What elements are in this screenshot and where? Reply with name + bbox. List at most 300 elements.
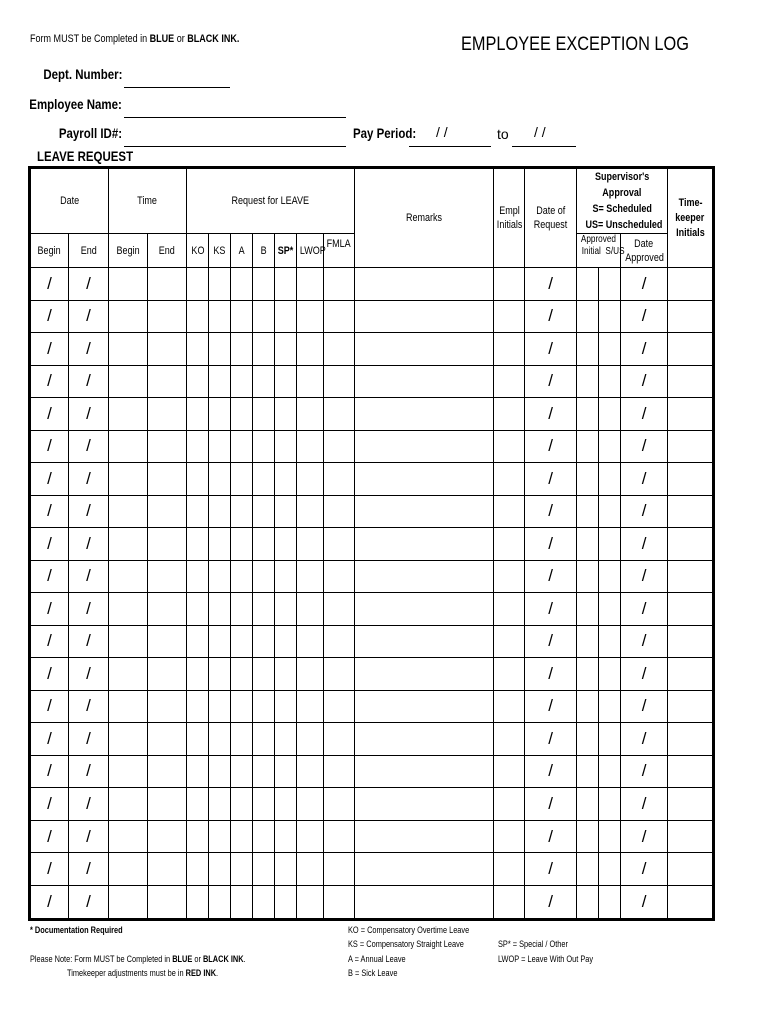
- time-end-cell[interactable]: [148, 853, 187, 886]
- a-cell[interactable]: [231, 788, 253, 821]
- empl-initials-cell[interactable]: [494, 398, 525, 431]
- date-end-cell[interactable]: [69, 398, 109, 431]
- ko-cell[interactable]: [187, 430, 209, 463]
- ks-cell[interactable]: [209, 365, 231, 398]
- date-begin-cell[interactable]: [30, 788, 69, 821]
- date-begin-cell[interactable]: [30, 365, 69, 398]
- approved-sus-cell[interactable]: [599, 755, 621, 788]
- empl-initials-cell[interactable]: [494, 430, 525, 463]
- approved-initial-cell[interactable]: [577, 430, 599, 463]
- time-begin-cell[interactable]: [109, 300, 148, 333]
- ks-cell[interactable]: [209, 788, 231, 821]
- b-cell[interactable]: [253, 658, 275, 691]
- a-cell[interactable]: [231, 528, 253, 561]
- date-of-request-cell[interactable]: [525, 463, 577, 496]
- ks-cell[interactable]: [209, 658, 231, 691]
- time-end-cell[interactable]: [148, 398, 187, 431]
- employee-name-field[interactable]: [124, 117, 346, 118]
- remarks-cell[interactable]: [355, 268, 494, 301]
- approved-sus-cell[interactable]: [599, 690, 621, 723]
- fmla-cell[interactable]: [324, 853, 355, 886]
- time-end-cell[interactable]: [148, 788, 187, 821]
- fmla-cell[interactable]: [324, 658, 355, 691]
- fmla-cell[interactable]: [324, 495, 355, 528]
- approved-initial-cell[interactable]: [577, 528, 599, 561]
- empl-initials-cell[interactable]: [494, 885, 525, 919]
- date-end-cell[interactable]: [69, 593, 109, 626]
- fmla-cell[interactable]: [324, 723, 355, 756]
- remarks-cell[interactable]: [355, 755, 494, 788]
- ks-cell[interactable]: [209, 398, 231, 431]
- sp-cell[interactable]: [275, 820, 297, 853]
- timekeeper-initials-cell[interactable]: [668, 853, 714, 886]
- lwop-cell[interactable]: [297, 788, 324, 821]
- date-approved-cell[interactable]: [621, 788, 668, 821]
- a-cell[interactable]: [231, 430, 253, 463]
- ks-cell[interactable]: [209, 300, 231, 333]
- approved-sus-cell[interactable]: [599, 398, 621, 431]
- lwop-cell[interactable]: [297, 658, 324, 691]
- a-cell[interactable]: [231, 885, 253, 919]
- time-begin-cell[interactable]: [109, 658, 148, 691]
- sp-cell[interactable]: [275, 430, 297, 463]
- date-end-cell[interactable]: [69, 853, 109, 886]
- date-of-request-cell[interactable]: [525, 398, 577, 431]
- time-end-cell[interactable]: [148, 268, 187, 301]
- sp-cell[interactable]: [275, 658, 297, 691]
- time-begin-cell[interactable]: [109, 365, 148, 398]
- b-cell[interactable]: [253, 463, 275, 496]
- approved-initial-cell[interactable]: [577, 690, 599, 723]
- time-begin-cell[interactable]: [109, 690, 148, 723]
- time-end-cell[interactable]: [148, 690, 187, 723]
- date-approved-cell[interactable]: [621, 365, 668, 398]
- time-end-cell[interactable]: [148, 755, 187, 788]
- a-cell[interactable]: [231, 658, 253, 691]
- lwop-cell[interactable]: [297, 755, 324, 788]
- date-approved-cell[interactable]: [621, 625, 668, 658]
- b-cell[interactable]: [253, 885, 275, 919]
- remarks-cell[interactable]: [355, 820, 494, 853]
- date-begin-cell[interactable]: [30, 430, 69, 463]
- date-of-request-cell[interactable]: [525, 723, 577, 756]
- date-approved-cell[interactable]: [621, 430, 668, 463]
- date-approved-cell[interactable]: [621, 300, 668, 333]
- dept-number-field[interactable]: [124, 87, 230, 88]
- timekeeper-initials-cell[interactable]: [668, 528, 714, 561]
- timekeeper-initials-cell[interactable]: [668, 690, 714, 723]
- date-begin-cell[interactable]: [30, 690, 69, 723]
- approved-sus-cell[interactable]: [599, 463, 621, 496]
- date-begin-cell[interactable]: [30, 625, 69, 658]
- ko-cell[interactable]: [187, 755, 209, 788]
- date-begin-cell[interactable]: [30, 560, 69, 593]
- date-of-request-cell[interactable]: [525, 755, 577, 788]
- ko-cell[interactable]: [187, 723, 209, 756]
- fmla-cell[interactable]: [324, 560, 355, 593]
- time-begin-cell[interactable]: [109, 268, 148, 301]
- time-begin-cell[interactable]: [109, 755, 148, 788]
- remarks-cell[interactable]: [355, 365, 494, 398]
- date-begin-cell[interactable]: [30, 268, 69, 301]
- date-begin-cell[interactable]: [30, 495, 69, 528]
- remarks-cell[interactable]: [355, 853, 494, 886]
- lwop-cell[interactable]: [297, 690, 324, 723]
- ko-cell[interactable]: [187, 463, 209, 496]
- time-begin-cell[interactable]: [109, 723, 148, 756]
- date-approved-cell[interactable]: [621, 755, 668, 788]
- approved-sus-cell[interactable]: [599, 365, 621, 398]
- date-end-cell[interactable]: [69, 755, 109, 788]
- sp-cell[interactable]: [275, 593, 297, 626]
- date-begin-cell[interactable]: [30, 820, 69, 853]
- remarks-cell[interactable]: [355, 658, 494, 691]
- ks-cell[interactable]: [209, 430, 231, 463]
- ks-cell[interactable]: [209, 853, 231, 886]
- b-cell[interactable]: [253, 755, 275, 788]
- approved-sus-cell[interactable]: [599, 528, 621, 561]
- approved-sus-cell[interactable]: [599, 430, 621, 463]
- date-end-cell[interactable]: [69, 723, 109, 756]
- a-cell[interactable]: [231, 333, 253, 366]
- ks-cell[interactable]: [209, 885, 231, 919]
- remarks-cell[interactable]: [355, 723, 494, 756]
- a-cell[interactable]: [231, 690, 253, 723]
- approved-initial-cell[interactable]: [577, 495, 599, 528]
- date-of-request-cell[interactable]: [525, 885, 577, 919]
- date-approved-cell[interactable]: [621, 853, 668, 886]
- b-cell[interactable]: [253, 333, 275, 366]
- timekeeper-initials-cell[interactable]: [668, 560, 714, 593]
- ks-cell[interactable]: [209, 268, 231, 301]
- lwop-cell[interactable]: [297, 820, 324, 853]
- a-cell[interactable]: [231, 593, 253, 626]
- date-of-request-cell[interactable]: [525, 593, 577, 626]
- timekeeper-initials-cell[interactable]: [668, 398, 714, 431]
- approved-initial-cell[interactable]: [577, 625, 599, 658]
- date-of-request-cell[interactable]: [525, 430, 577, 463]
- empl-initials-cell[interactable]: [494, 853, 525, 886]
- a-cell[interactable]: [231, 755, 253, 788]
- b-cell[interactable]: [253, 560, 275, 593]
- lwop-cell[interactable]: [297, 365, 324, 398]
- ko-cell[interactable]: [187, 300, 209, 333]
- approved-initial-cell[interactable]: [577, 268, 599, 301]
- time-end-cell[interactable]: [148, 723, 187, 756]
- ks-cell[interactable]: [209, 560, 231, 593]
- date-end-cell[interactable]: [69, 365, 109, 398]
- approved-initial-cell[interactable]: [577, 788, 599, 821]
- empl-initials-cell[interactable]: [494, 463, 525, 496]
- sp-cell[interactable]: [275, 300, 297, 333]
- ks-cell[interactable]: [209, 723, 231, 756]
- date-of-request-cell[interactable]: [525, 690, 577, 723]
- lwop-cell[interactable]: [297, 463, 324, 496]
- date-end-cell[interactable]: [69, 268, 109, 301]
- sp-cell[interactable]: [275, 788, 297, 821]
- a-cell[interactable]: [231, 853, 253, 886]
- date-approved-cell[interactable]: [621, 560, 668, 593]
- fmla-cell[interactable]: [324, 300, 355, 333]
- ks-cell[interactable]: [209, 463, 231, 496]
- lwop-cell[interactable]: [297, 300, 324, 333]
- ko-cell[interactable]: [187, 560, 209, 593]
- time-begin-cell[interactable]: [109, 560, 148, 593]
- lwop-cell[interactable]: [297, 528, 324, 561]
- time-end-cell[interactable]: [148, 430, 187, 463]
- lwop-cell[interactable]: [297, 625, 324, 658]
- approved-initial-cell[interactable]: [577, 723, 599, 756]
- time-end-cell[interactable]: [148, 885, 187, 919]
- sp-cell[interactable]: [275, 755, 297, 788]
- time-end-cell[interactable]: [148, 495, 187, 528]
- approved-initial-cell[interactable]: [577, 463, 599, 496]
- b-cell[interactable]: [253, 788, 275, 821]
- approved-sus-cell[interactable]: [599, 723, 621, 756]
- date-begin-cell[interactable]: [30, 723, 69, 756]
- pay-period-from-field[interactable]: [409, 146, 491, 147]
- empl-initials-cell[interactable]: [494, 690, 525, 723]
- fmla-cell[interactable]: [324, 820, 355, 853]
- ks-cell[interactable]: [209, 690, 231, 723]
- date-of-request-cell[interactable]: [525, 788, 577, 821]
- remarks-cell[interactable]: [355, 593, 494, 626]
- empl-initials-cell[interactable]: [494, 268, 525, 301]
- date-approved-cell[interactable]: [621, 593, 668, 626]
- date-approved-cell[interactable]: [621, 723, 668, 756]
- remarks-cell[interactable]: [355, 528, 494, 561]
- date-of-request-cell[interactable]: [525, 820, 577, 853]
- remarks-cell[interactable]: [355, 885, 494, 919]
- date-approved-cell[interactable]: [621, 528, 668, 561]
- b-cell[interactable]: [253, 690, 275, 723]
- date-begin-cell[interactable]: [30, 755, 69, 788]
- time-begin-cell[interactable]: [109, 788, 148, 821]
- date-of-request-cell[interactable]: [525, 853, 577, 886]
- time-end-cell[interactable]: [148, 820, 187, 853]
- remarks-cell[interactable]: [355, 495, 494, 528]
- time-begin-cell[interactable]: [109, 885, 148, 919]
- fmla-cell[interactable]: [324, 755, 355, 788]
- time-begin-cell[interactable]: [109, 398, 148, 431]
- date-end-cell[interactable]: [69, 690, 109, 723]
- remarks-cell[interactable]: [355, 690, 494, 723]
- remarks-cell[interactable]: [355, 560, 494, 593]
- sp-cell[interactable]: [275, 463, 297, 496]
- sp-cell[interactable]: [275, 268, 297, 301]
- time-begin-cell[interactable]: [109, 333, 148, 366]
- date-end-cell[interactable]: [69, 885, 109, 919]
- date-of-request-cell[interactable]: [525, 300, 577, 333]
- empl-initials-cell[interactable]: [494, 495, 525, 528]
- a-cell[interactable]: [231, 365, 253, 398]
- empl-initials-cell[interactable]: [494, 300, 525, 333]
- empl-initials-cell[interactable]: [494, 593, 525, 626]
- a-cell[interactable]: [231, 268, 253, 301]
- approved-initial-cell[interactable]: [577, 300, 599, 333]
- timekeeper-initials-cell[interactable]: [668, 365, 714, 398]
- timekeeper-initials-cell[interactable]: [668, 333, 714, 366]
- date-end-cell[interactable]: [69, 560, 109, 593]
- time-begin-cell[interactable]: [109, 495, 148, 528]
- fmla-cell[interactable]: [324, 268, 355, 301]
- empl-initials-cell[interactable]: [494, 625, 525, 658]
- fmla-cell[interactable]: [324, 690, 355, 723]
- ks-cell[interactable]: [209, 333, 231, 366]
- a-cell[interactable]: [231, 300, 253, 333]
- fmla-cell[interactable]: [324, 463, 355, 496]
- timekeeper-initials-cell[interactable]: [668, 755, 714, 788]
- date-begin-cell[interactable]: [30, 528, 69, 561]
- fmla-cell[interactable]: [324, 365, 355, 398]
- time-end-cell[interactable]: [148, 625, 187, 658]
- date-of-request-cell[interactable]: [525, 658, 577, 691]
- remarks-cell[interactable]: [355, 398, 494, 431]
- remarks-cell[interactable]: [355, 300, 494, 333]
- date-begin-cell[interactable]: [30, 658, 69, 691]
- date-end-cell[interactable]: [69, 495, 109, 528]
- ks-cell[interactable]: [209, 820, 231, 853]
- date-end-cell[interactable]: [69, 528, 109, 561]
- approved-initial-cell[interactable]: [577, 853, 599, 886]
- date-approved-cell[interactable]: [621, 820, 668, 853]
- timekeeper-initials-cell[interactable]: [668, 820, 714, 853]
- empl-initials-cell[interactable]: [494, 755, 525, 788]
- fmla-cell[interactable]: [324, 885, 355, 919]
- date-approved-cell[interactable]: [621, 463, 668, 496]
- date-approved-cell[interactable]: [621, 885, 668, 919]
- fmla-cell[interactable]: [324, 430, 355, 463]
- a-cell[interactable]: [231, 625, 253, 658]
- date-of-request-cell[interactable]: [525, 625, 577, 658]
- b-cell[interactable]: [253, 365, 275, 398]
- date-end-cell[interactable]: [69, 658, 109, 691]
- remarks-cell[interactable]: [355, 430, 494, 463]
- empl-initials-cell[interactable]: [494, 528, 525, 561]
- date-end-cell[interactable]: [69, 333, 109, 366]
- date-begin-cell[interactable]: [30, 333, 69, 366]
- date-begin-cell[interactable]: [30, 593, 69, 626]
- timekeeper-initials-cell[interactable]: [668, 788, 714, 821]
- lwop-cell[interactable]: [297, 268, 324, 301]
- timekeeper-initials-cell[interactable]: [668, 300, 714, 333]
- b-cell[interactable]: [253, 853, 275, 886]
- date-begin-cell[interactable]: [30, 300, 69, 333]
- lwop-cell[interactable]: [297, 885, 324, 919]
- date-approved-cell[interactable]: [621, 658, 668, 691]
- b-cell[interactable]: [253, 300, 275, 333]
- date-end-cell[interactable]: [69, 463, 109, 496]
- sp-cell[interactable]: [275, 853, 297, 886]
- ks-cell[interactable]: [209, 528, 231, 561]
- time-begin-cell[interactable]: [109, 463, 148, 496]
- timekeeper-initials-cell[interactable]: [668, 495, 714, 528]
- timekeeper-initials-cell[interactable]: [668, 723, 714, 756]
- lwop-cell[interactable]: [297, 495, 324, 528]
- approved-sus-cell[interactable]: [599, 268, 621, 301]
- ko-cell[interactable]: [187, 658, 209, 691]
- lwop-cell[interactable]: [297, 560, 324, 593]
- approved-sus-cell[interactable]: [599, 853, 621, 886]
- empl-initials-cell[interactable]: [494, 723, 525, 756]
- sp-cell[interactable]: [275, 625, 297, 658]
- approved-sus-cell[interactable]: [599, 885, 621, 919]
- b-cell[interactable]: [253, 268, 275, 301]
- date-of-request-cell[interactable]: [525, 560, 577, 593]
- ko-cell[interactable]: [187, 495, 209, 528]
- ko-cell[interactable]: [187, 365, 209, 398]
- time-end-cell[interactable]: [148, 658, 187, 691]
- lwop-cell[interactable]: [297, 430, 324, 463]
- approved-sus-cell[interactable]: [599, 560, 621, 593]
- time-end-cell[interactable]: [148, 528, 187, 561]
- sp-cell[interactable]: [275, 560, 297, 593]
- payroll-id-field[interactable]: [124, 146, 346, 147]
- time-end-cell[interactable]: [148, 560, 187, 593]
- ko-cell[interactable]: [187, 593, 209, 626]
- date-end-cell[interactable]: [69, 820, 109, 853]
- ko-cell[interactable]: [187, 398, 209, 431]
- approved-initial-cell[interactable]: [577, 333, 599, 366]
- sp-cell[interactable]: [275, 365, 297, 398]
- empl-initials-cell[interactable]: [494, 560, 525, 593]
- approved-sus-cell[interactable]: [599, 658, 621, 691]
- ko-cell[interactable]: [187, 885, 209, 919]
- ko-cell[interactable]: [187, 788, 209, 821]
- empl-initials-cell[interactable]: [494, 658, 525, 691]
- approved-initial-cell[interactable]: [577, 885, 599, 919]
- fmla-cell[interactable]: [324, 398, 355, 431]
- remarks-cell[interactable]: [355, 463, 494, 496]
- time-begin-cell[interactable]: [109, 593, 148, 626]
- time-begin-cell[interactable]: [109, 853, 148, 886]
- pay-period-to-field[interactable]: [512, 146, 576, 147]
- ko-cell[interactable]: [187, 528, 209, 561]
- b-cell[interactable]: [253, 723, 275, 756]
- lwop-cell[interactable]: [297, 333, 324, 366]
- time-begin-cell[interactable]: [109, 820, 148, 853]
- a-cell[interactable]: [231, 398, 253, 431]
- date-end-cell[interactable]: [69, 625, 109, 658]
- sp-cell[interactable]: [275, 723, 297, 756]
- date-approved-cell[interactable]: [621, 333, 668, 366]
- ko-cell[interactable]: [187, 268, 209, 301]
- fmla-cell[interactable]: [324, 333, 355, 366]
- approved-initial-cell[interactable]: [577, 593, 599, 626]
- date-begin-cell[interactable]: [30, 885, 69, 919]
- ko-cell[interactable]: [187, 625, 209, 658]
- approved-sus-cell[interactable]: [599, 333, 621, 366]
- time-end-cell[interactable]: [148, 365, 187, 398]
- b-cell[interactable]: [253, 820, 275, 853]
- approved-initial-cell[interactable]: [577, 398, 599, 431]
- timekeeper-initials-cell[interactable]: [668, 658, 714, 691]
- date-of-request-cell[interactable]: [525, 333, 577, 366]
- timekeeper-initials-cell[interactable]: [668, 430, 714, 463]
- date-of-request-cell[interactable]: [525, 268, 577, 301]
- b-cell[interactable]: [253, 625, 275, 658]
- approved-sus-cell[interactable]: [599, 625, 621, 658]
- date-end-cell[interactable]: [69, 788, 109, 821]
- ks-cell[interactable]: [209, 495, 231, 528]
- lwop-cell[interactable]: [297, 593, 324, 626]
- fmla-cell[interactable]: [324, 625, 355, 658]
- approved-initial-cell[interactable]: [577, 658, 599, 691]
- approved-sus-cell[interactable]: [599, 593, 621, 626]
- time-end-cell[interactable]: [148, 463, 187, 496]
- ks-cell[interactable]: [209, 593, 231, 626]
- approved-sus-cell[interactable]: [599, 495, 621, 528]
